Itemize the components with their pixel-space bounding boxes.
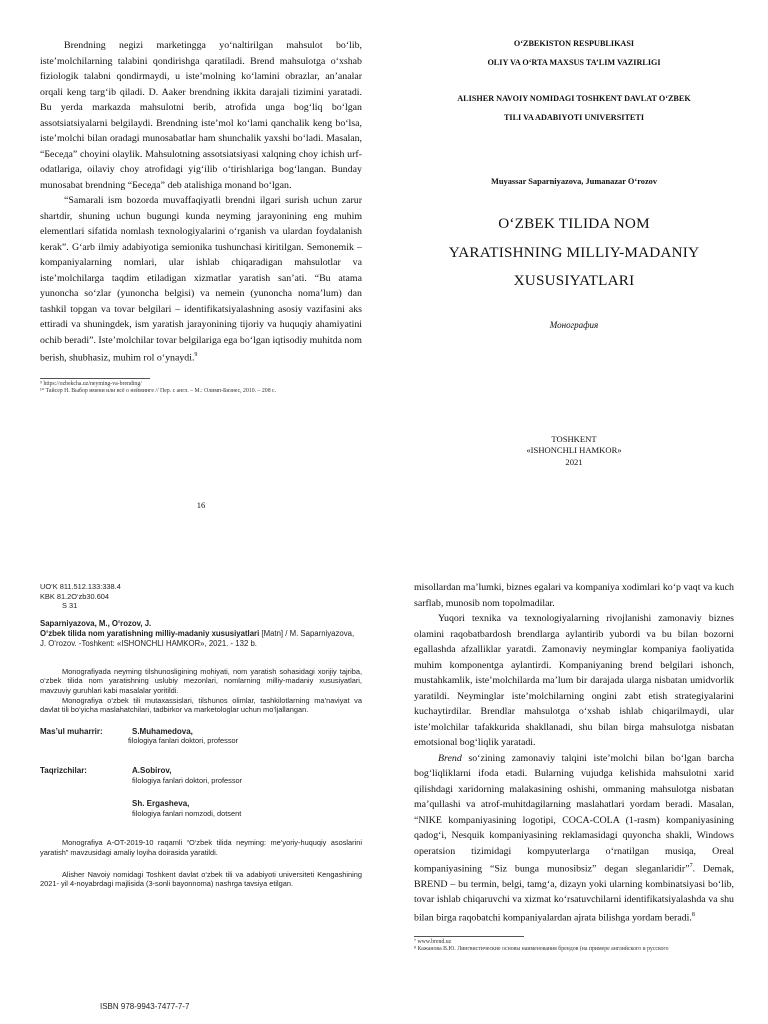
authors: Muyassar Saparniyazova, Jumanazar O‘rozov <box>490 177 658 186</box>
footnote-separator <box>414 936 524 937</box>
grant-note: Monografiya A-OT-2019-10 raqamli “O‘zbek tilida neyming: me’yoriy-huquqiy asoslarini yaratish” mavzusidagi amaliy loyiha doirasida yaratildi. <box>40 838 362 857</box>
abstract-1: Monografiyada neyming tilshunosligining mohiyati, nom yaratish sohasidagi xorijiy tajriba, o‘zbek tilida nom yaratishning uslubiy mezonlari, nomlarning milliy-madaniy xususiyatlari, mavzuviy guruhlari kabi masalalar yoritildi. <box>40 666 362 695</box>
page-right-body <box>414 580 734 926</box>
citation-body <box>40 629 362 649</box>
citation-details: [Matn] / M. Saparniyazova, J. O‘rozov. -Toshkent: «ISHONCHLI HAMKOR», 2021. - 132 b. <box>40 628 355 648</box>
editor-row <box>40 727 362 737</box>
copyright-page <box>40 512 362 1024</box>
footnote-ref-9: 9 <box>194 352 198 358</box>
paragraph <box>414 751 734 926</box>
reviewer-2-degree: filologiya fanlari nomzodi, dotsent <box>132 808 242 818</box>
paragraph: Yuqori texnika va texnologiyalarning rivojlanishi zamonaviy biznes olamini raqobatbardosh brendlarga aylantirib yubordi va bu bilan bozorni egallashda afzalliklar yaratdi. Zamonaviy neyminglar kompaniya faoliyatida muhim komponentga aylantirdi. Kompaniyaning brend belgilari ishonch, mustahkamlik, iste’molchilarda ma’lum bir darajada ularga nisbatan umidvorlik yaratildi. Neyminglar iste’molchilarning ongini zabt etish strategiyalarini kuchaytirdilar. Brendlar mahsulotga o‘xshab ishlab chiqarilmaydi, ular iste’molchilar tafakkurida shakllanadi, shu bilan birga mahsulotga nisbatan emotsional bog‘liqlik yaratadi. <box>414 613 734 748</box>
ministry-header: OLIY VA O‘RTA MAXSUS TA’LIM VAZIRLIGI <box>487 58 661 67</box>
paragraph: Brendning negizi marketingga yo‘naltirilgan mahsulot bo‘lib, iste’molchilarning talabini qondirishga qaratiladi. Brend mahsulotga o‘xshab fiziologik talabni qondirmaydi, u iste’molning ko‘lamini obrazlar, an’analar orqali keng targ‘ib qiladi. D. Aaker brendning ikkita darajali tizimini yaratadi. Bu yerda markazda mahsulotni berib, atrofida unga bog‘liq bo‘lgan assotsiatsiyalarni belgilaydi. Brendning iste’mol ko‘lami qanchalik keng bo‘lsa, iste’molchi bilan oradagi munosabatlar ham shunchalik yaxshi bo‘ladi. Masalan, “Беседа” choyini olaylik. Mahsulotning assotsiatsiyasi xalqning choy ichish urf-odatlariga, oilaviy choy atrofidagi yig‘ilib o‘tirishlariga bog‘langan. Bunday munosabat brendning “Беседа” deb atalishiga monand bo‘lgan. <box>40 40 362 191</box>
footnote-10: ¹⁰ Тайсер Н. Выбор имени или всё о нейминге // Пер. с англ. – М.: Олимп-Бизнес, 2010. – 208 с. <box>40 388 277 395</box>
classification-codes <box>40 582 362 611</box>
genre-label: Монография <box>549 319 599 330</box>
title-page <box>414 0 734 512</box>
abstract-2: Monografiya o‘zbek tili mutaxassislari, tilshunos olimlar, tashkilotlarning ma’naviyat va davlat tili bo‘yicha maslahatchilari, tadbirkor va marketologlar uchun mo‘ljallangan. <box>40 695 362 715</box>
citation-title: O‘zbek tilida nom yaratishning milliy-madaniy xususiyatlari <box>40 628 260 638</box>
isbn: ISBN 978-9943-7477-7-7 <box>100 1002 190 1011</box>
brend-word: Brend <box>438 752 462 764</box>
city: TOSHKENT <box>551 433 597 444</box>
approval-note: Alisher Navoiy nomidagi Toshkent davlat o‘zbek tili va adabiyoti universiteti Kengashining 2021- yil 4-noyabrdagi majlisida (3-sonli bayonnoma) nashrga tavsiya etilgan. <box>40 869 362 889</box>
citation <box>40 619 362 649</box>
reviewers-role: Taqrizchilar: <box>40 765 87 775</box>
notes <box>40 838 362 888</box>
udk-code: UO‘K 811.512.133:338.4 <box>40 582 121 591</box>
paragraph-text: “Samarali ism bozorda muvaffaqiyatli brendni ilgari surish uchun zarur shartdir, shuning uchun bugungi kunda neyming jarayonining eng muhim elementlari sifatida nomlash texnologiyalarini o‘rganish va ulardan foydalanish kerak”. G‘arb ilmiy adabiyotiga semionika tushunchasi kiritilgan. Semonemik – kompaniyalarning nomlari, ular ishlab chiqaradigan mahsulotlar va iste’molchilarga taqdim etiladigan xizmatlar yaratish san’ati. “Bu atama yunoncha so‘zlar (yunoncha belgisi) va nemein (yunoncha noma’lum) dan tashkil topgan va tovar belgilari – identifikatsiyalashning asosiy vazifasini aks ettiradi va shuningdek, ism yaratish jarayonining tijoriy va huquqiy ahamiyatini ochib beradi”. Iste’molchilar tovar belgilariga ega bo‘lgan iqtisodiy muhitda nom berish, shubhasiz, muhim rol o‘ynaydi. <box>40 195 362 364</box>
year: 2021 <box>565 456 583 467</box>
editor-role: Mas’ul muharrir: <box>40 726 103 736</box>
university-line-1: ALISHER NAVOIY NOMIDAGI TOSHKENT DAVLAT O‘ZBEK <box>457 94 691 103</box>
editor-name: S.Muhamedova, <box>132 726 193 736</box>
book-title-line-1: O‘ZBEK TILIDA NOM <box>498 215 650 232</box>
footnote-ref-7: 7 <box>689 863 693 869</box>
book-title-line-2: YARATISHNING MILLIY-MADANIY <box>448 243 700 261</box>
footnote-8: ⁸ Кажанова В.Ю. Лингвистические основы наименования брендов (на примере английского и русского <box>414 946 669 953</box>
reviewer-2-name: Sh. Ergasheva, <box>132 799 190 809</box>
citation-authors: Saparniyazova, M., O‘rozov, J. <box>40 618 152 628</box>
university-line-2: TILI VA ADABIYOTI UNIVERSITETI <box>503 113 645 122</box>
footnote-7: ⁷ www.brend.uz <box>414 938 452 945</box>
reviewer-1-name: A.Sobirov, <box>132 765 172 775</box>
reviewer-1-degree: filologiya fanlari doktori, professor <box>132 775 243 785</box>
republic-header: O‘ZBEKISTON RESPUBLIKASI <box>513 39 635 48</box>
paragraph-tail: . Demak, BREND – bu termin, belgi, tamg‘a, dizayn yoki ularning kombinatsiyasi bo‘lib, tovar ishlab chiqaruvchi va xizmat ko‘rsatuvchilarni identifikatsiyalashda va shu bilan birga raqobatchi kompaniyalardan ajrata bilishga yordam beradi. <box>414 863 734 924</box>
paragraph: misollardan ma’lumki, biznes egalari va kompaniya xodimlari ko‘p vaqt va kuch sarflab, munosib nom topolmadilar. <box>414 582 734 609</box>
page-16 <box>40 0 362 512</box>
abstract <box>40 667 362 715</box>
publisher: «ISHONCHLI HAMKOR» <box>526 445 622 455</box>
book-title-line-3: XUSUSIYATLARI <box>513 272 635 289</box>
editor-degree: filologiya fanlari doktori, professor <box>128 736 239 746</box>
kbk-code: KBK 81.2O‘zb30.604 <box>40 591 110 601</box>
footnote-9: ⁹ https://ozbekcha.uz/neyming-va-brending/ <box>40 380 142 387</box>
page-number: 16 <box>196 500 206 510</box>
footnote-separator <box>40 378 150 379</box>
reviewer-row <box>40 766 362 776</box>
page-right <box>414 512 734 1024</box>
paragraph <box>40 193 362 366</box>
page-16-body <box>40 38 362 366</box>
footnote-ref-8: 8 <box>691 911 695 918</box>
paragraph-text: so‘zining zamonaviy talqini iste’molchi bilan bo‘lgan barcha bog‘liqliklarni ifoda etadi. Bularning vujudga kelishida mahsulotni xarid qilishdagi xaridorning malakasining oshishi, ommaning mahsulotga nisbatan ma’qullashi va atrof-muhitdagilarning maslahatlari yordam beradi. Masalan, “NIKE kompaniyasining logotipi, COCA-COLA (1-rasm) kompaniyasining qadog‘i, Nesquik kompaniyasining reklamasidagi quyoncha shakli, Windows operatsion tizimidagi kompyuterlarga o‘rnatilgan musiqa, Oreal kompaniyasining “Siz bunga munosibsiz” degan sleganlaridir” <box>414 752 734 875</box>
s-code: S 31 <box>62 601 78 611</box>
editors <box>40 727 362 819</box>
